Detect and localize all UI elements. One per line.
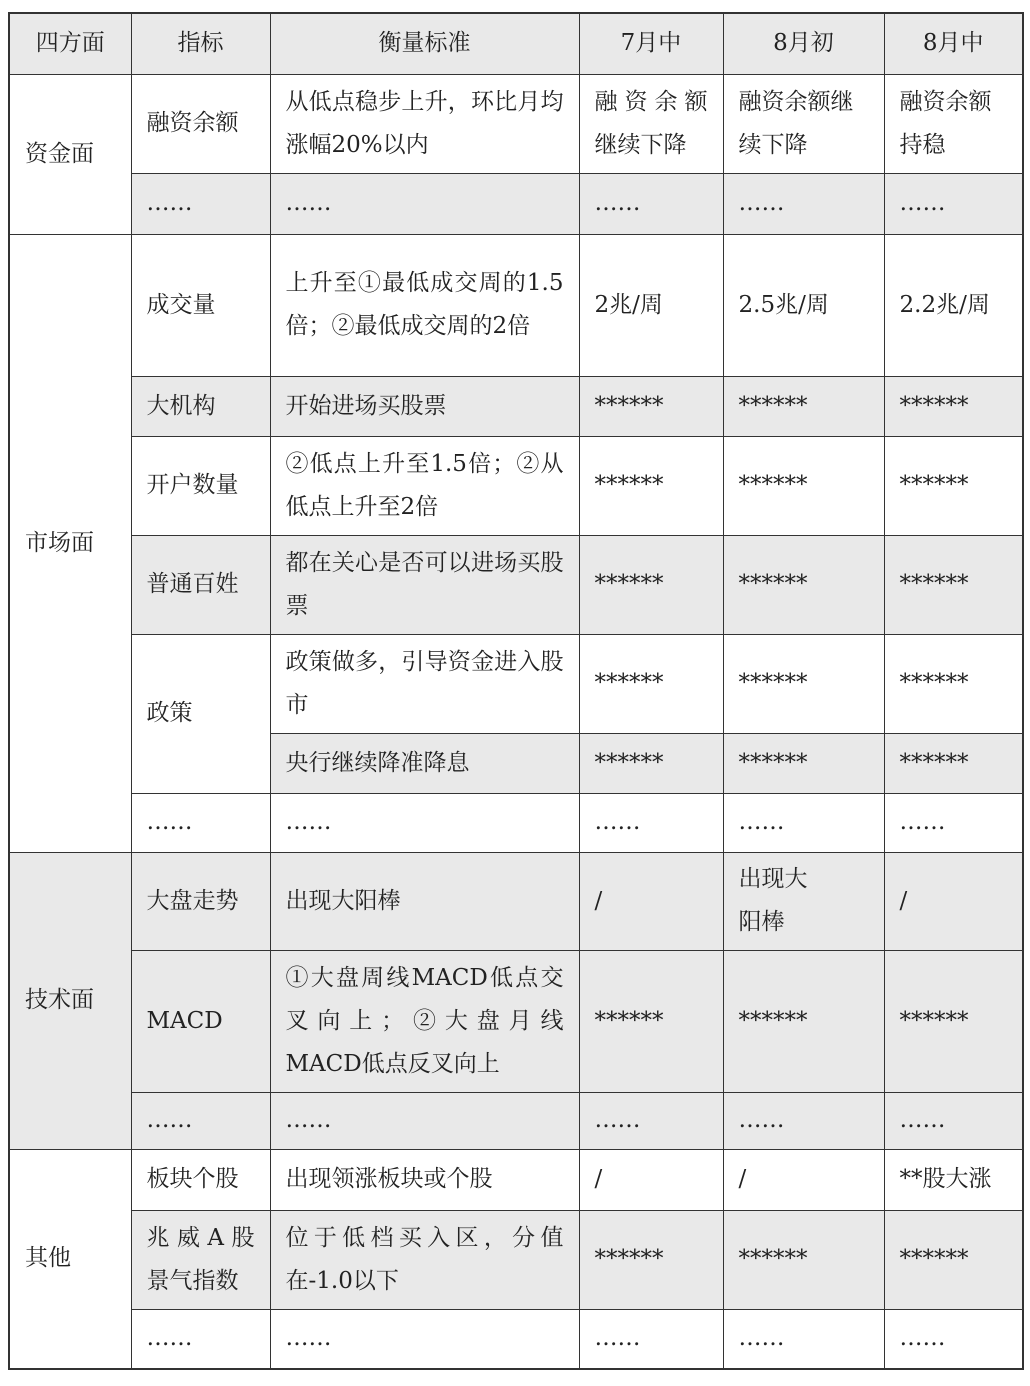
table-row	[9, 1092, 1023, 1149]
criterion-cell: 政策做多，引导资金进入股市	[270, 634, 579, 733]
jul-mid-cell: ******	[579, 436, 723, 535]
criterion-cell: 出现领涨板块或个股	[270, 1149, 579, 1210]
aug-mid-cell: ******	[884, 436, 1023, 535]
aug-mid-cell: ……	[884, 1309, 1023, 1369]
table-row	[9, 852, 1023, 950]
aug-early-cell: ******	[723, 733, 884, 793]
indicator-cell: 成交量	[131, 234, 270, 376]
table-row	[9, 950, 1023, 1092]
indicator-cell: 融资余额	[131, 74, 270, 173]
jul-mid-cell: ******	[579, 376, 723, 436]
jul-mid-cell: /	[579, 1149, 723, 1210]
jul-mid-cell: 融资余额继续下降	[579, 74, 723, 173]
aug-early-cell: 2.5兆/周	[723, 234, 884, 376]
header-jul-mid: 7月中	[579, 13, 723, 74]
table-row	[9, 634, 1023, 733]
jul-mid-cell: ……	[579, 1092, 723, 1149]
aug-early-cell: ******	[723, 634, 884, 733]
aug-mid-cell: ******	[884, 376, 1023, 436]
aug-early-cell: ……	[723, 1092, 884, 1149]
table-row	[9, 376, 1023, 436]
aug-early-cell: 出现大阳棒	[723, 852, 884, 950]
indicator-cell: ……	[131, 1092, 270, 1149]
aug-mid-cell: /	[884, 852, 1023, 950]
table-row	[9, 436, 1023, 535]
table-row	[9, 234, 1023, 376]
category-other: 其他	[9, 1149, 131, 1369]
header-criterion: 衡量标准	[270, 13, 579, 74]
aug-early-cell: /	[723, 1149, 884, 1210]
criterion-cell: ①大盘周线MACD低点交叉向上；②大盘月线MACD低点反叉向上	[270, 950, 579, 1092]
table-row	[9, 74, 1023, 173]
aug-mid-cell: ……	[884, 793, 1023, 852]
indicator-cell: 普通百姓	[131, 535, 270, 634]
criterion-cell: 位于低档买入区，分值在-1.0以下	[270, 1210, 579, 1309]
assessment-table	[8, 12, 1024, 1370]
indicator-cell: 板块个股	[131, 1149, 270, 1210]
header-row	[9, 13, 1023, 74]
aug-early-cell: ******	[723, 376, 884, 436]
aug-mid-cell: ******	[884, 733, 1023, 793]
criterion-cell: ……	[270, 1309, 579, 1369]
table-row	[9, 1149, 1023, 1210]
criterion-cell: ②低点上升至1.5倍；②从低点上升至2倍	[270, 436, 579, 535]
table-row	[9, 173, 1023, 234]
category-technical: 技术面	[9, 852, 131, 1149]
table-row	[9, 793, 1023, 852]
aug-mid-cell: ******	[884, 535, 1023, 634]
header-aspect: 四方面	[9, 13, 131, 74]
aug-early-cell: ……	[723, 793, 884, 852]
table-row	[9, 1309, 1023, 1369]
indicator-cell: 开户数量	[131, 436, 270, 535]
category-capital: 资金面	[9, 74, 131, 234]
jul-mid-cell: ******	[579, 950, 723, 1092]
indicator-cell: 兆威A股景气指数	[131, 1210, 270, 1309]
criterion-cell: ……	[270, 173, 579, 234]
aug-mid-cell: ******	[884, 634, 1023, 733]
header-aug-early: 8月初	[723, 13, 884, 74]
aug-mid-cell: ……	[884, 173, 1023, 234]
criterion-cell: 上升至①最低成交周的1.5倍；②最低成交周的2倍	[270, 234, 579, 376]
criterion-cell: 开始进场买股票	[270, 376, 579, 436]
header-indicator: 指标	[131, 13, 270, 74]
jul-mid-cell: ……	[579, 173, 723, 234]
indicator-cell: ……	[131, 793, 270, 852]
indicator-cell: 大盘走势	[131, 852, 270, 950]
indicator-cell: 政策	[131, 634, 270, 793]
aug-early-cell: ******	[723, 950, 884, 1092]
criterion-cell: ……	[270, 1092, 579, 1149]
table-row	[9, 535, 1023, 634]
aug-early-cell: ******	[723, 1210, 884, 1309]
header-aug-mid: 8月中	[884, 13, 1023, 74]
criterion-cell: 出现大阳棒	[270, 852, 579, 950]
aug-mid-cell: **股大涨	[884, 1149, 1023, 1210]
category-market: 市场面	[9, 234, 131, 852]
indicator-cell: MACD	[131, 950, 270, 1092]
aug-early-cell: ******	[723, 535, 884, 634]
aug-early-cell: ******	[723, 436, 884, 535]
jul-mid-cell: ******	[579, 1210, 723, 1309]
aug-mid-cell: ******	[884, 950, 1023, 1092]
aug-early-cell: ……	[723, 173, 884, 234]
indicator-cell: ……	[131, 1309, 270, 1369]
aug-mid-cell: 2.2兆/周	[884, 234, 1023, 376]
table-row	[9, 1210, 1023, 1309]
jul-mid-cell: ******	[579, 634, 723, 733]
aug-early-cell: ……	[723, 1309, 884, 1369]
aug-early-cell: 融资余额继续下降	[723, 74, 884, 173]
aug-mid-cell: ******	[884, 1210, 1023, 1309]
criterion-cell: 央行继续降准降息	[270, 733, 579, 793]
aug-mid-cell: ……	[884, 1092, 1023, 1149]
indicator-cell: ……	[131, 173, 270, 234]
jul-mid-cell: ******	[579, 733, 723, 793]
jul-mid-cell: ……	[579, 1309, 723, 1369]
aug-mid-cell: 融资余额持稳	[884, 74, 1023, 173]
indicator-cell: 大机构	[131, 376, 270, 436]
criterion-cell: 从低点稳步上升，环比月均涨幅20%以内	[270, 74, 579, 173]
jul-mid-cell: 2兆/周	[579, 234, 723, 376]
jul-mid-cell: ******	[579, 535, 723, 634]
criterion-cell: ……	[270, 793, 579, 852]
criterion-cell: 都在关心是否可以进场买股票	[270, 535, 579, 634]
jul-mid-cell: /	[579, 852, 723, 950]
jul-mid-cell: ……	[579, 793, 723, 852]
